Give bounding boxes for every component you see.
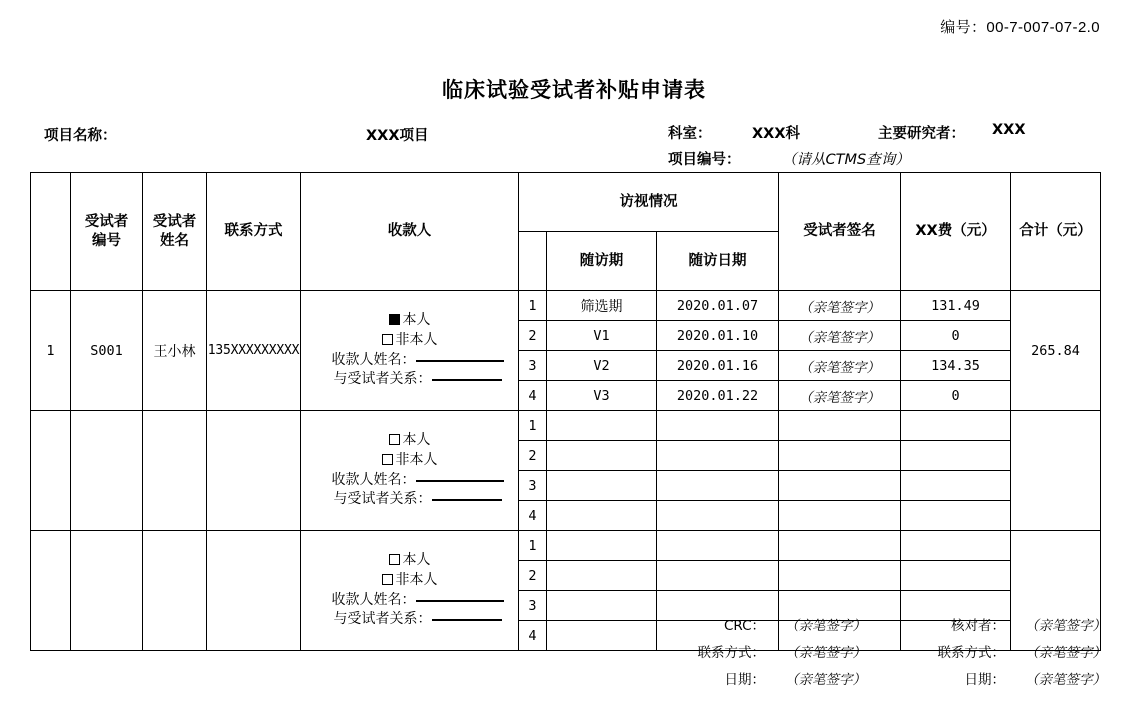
cell-subject-signature[interactable] <box>779 501 901 531</box>
cell-subject-no[interactable]: S001 <box>71 291 143 411</box>
crc-date-label: 日期： <box>724 672 765 688</box>
cell-visit-date[interactable]: 2020.01.10 <box>657 321 779 351</box>
table-row <box>31 411 1101 441</box>
cell-visit-date[interactable]: 2020.01.16 <box>657 351 779 381</box>
header-subject-name-line2: 姓名 <box>160 232 189 249</box>
cell-total <box>1011 411 1101 531</box>
cell-visit-period[interactable]: 筛选期 <box>547 291 657 321</box>
cell-visit-no: 4 <box>519 501 547 531</box>
input-payee-name[interactable] <box>416 480 504 482</box>
cell-visit-period[interactable] <box>547 411 657 441</box>
checkbox-payee-other[interactable] <box>382 454 393 465</box>
table-body <box>31 291 1101 651</box>
checkbox-payee-other[interactable] <box>382 574 393 585</box>
page-title: 临床试验受试者补贴申请表 <box>442 78 706 102</box>
cell-fee[interactable] <box>901 471 1011 501</box>
cell-subject-signature[interactable] <box>779 531 901 561</box>
cell-subject-name[interactable] <box>143 411 207 531</box>
header-subject-name <box>143 173 207 291</box>
project-code-label: 项目编号： <box>668 152 741 168</box>
label-payee-relation: 与受试者关系： <box>333 491 432 508</box>
cell-fee[interactable] <box>901 561 1011 591</box>
cell-subject-signature[interactable] <box>779 411 901 441</box>
header-subject-name-line1: 受试者 <box>152 214 197 231</box>
cell-visit-no: 2 <box>519 561 547 591</box>
label-payee-name: 收款人姓名： <box>331 591 416 608</box>
cell-visit-period[interactable] <box>547 591 657 621</box>
crc-label: CRC： <box>723 618 765 634</box>
cell-visit-date[interactable]: 2020.01.22 <box>657 381 779 411</box>
document-number: 编号：00-7-007-07-2.0 <box>940 19 1100 36</box>
header-subject-no-line1: 受试者 <box>84 214 129 231</box>
signature-footer <box>645 612 1145 702</box>
cell-row-index <box>31 531 71 651</box>
cell-total: 265.84 <box>1011 291 1101 411</box>
checker-date-value[interactable]: （亲笔签字） <box>1025 672 1106 688</box>
cell-payee <box>301 291 519 411</box>
department-label: 科室： <box>668 126 712 142</box>
header-index <box>31 173 71 291</box>
cell-row-index <box>31 411 71 531</box>
cell-subject-name[interactable]: 王小林 <box>143 291 207 411</box>
label-payee-name: 收款人姓名： <box>331 351 416 368</box>
header-total: 合计（元） <box>1011 173 1101 291</box>
cell-row-index: 1 <box>31 291 71 411</box>
header-visit-group: 访视情况 <box>519 173 779 232</box>
table-row <box>31 291 1101 321</box>
cell-visit-date[interactable] <box>657 561 779 591</box>
cell-fee[interactable]: 0 <box>901 381 1011 411</box>
header-subject-no <box>71 173 143 291</box>
cell-subject-signature[interactable] <box>779 471 901 501</box>
cell-contact[interactable] <box>207 531 301 651</box>
cell-visit-date[interactable] <box>657 531 779 561</box>
cell-subject-signature[interactable]: （亲笔签字） <box>779 351 901 381</box>
header-contact: 联系方式 <box>207 173 301 291</box>
table-head <box>31 173 1101 291</box>
input-payee-name[interactable] <box>416 600 504 602</box>
checker-contact-value[interactable]: （亲笔签字） <box>1025 645 1106 661</box>
cell-payee <box>301 531 519 651</box>
label-payee-relation: 与受试者关系： <box>333 611 432 628</box>
cell-subject-signature[interactable]: （亲笔签字） <box>779 321 901 351</box>
header-subject-signature: 受试者签名 <box>779 173 901 291</box>
cell-visit-no: 4 <box>519 621 547 651</box>
input-payee-relation[interactable] <box>432 499 502 501</box>
input-payee-relation[interactable] <box>432 379 502 381</box>
header-visit-period: 随访期 <box>547 232 657 291</box>
cell-visit-no: 2 <box>519 321 547 351</box>
cell-fee[interactable]: 0 <box>901 321 1011 351</box>
cell-contact[interactable]: 135XXXXXXXXX <box>207 291 301 411</box>
cell-payee <box>301 411 519 531</box>
cell-subject-name[interactable] <box>143 531 207 651</box>
cell-fee[interactable]: 134.35 <box>901 351 1011 381</box>
cell-visit-no: 3 <box>519 591 547 621</box>
checker-value[interactable]: （亲笔签字） <box>1025 618 1106 634</box>
label-payee-self: 本人 <box>402 551 431 568</box>
label-payee-self: 本人 <box>402 431 431 448</box>
label-payee-self: 本人 <box>402 311 431 328</box>
checkbox-payee-self[interactable] <box>389 554 400 565</box>
cell-visit-date[interactable]: 2020.01.07 <box>657 291 779 321</box>
crc-contact-value[interactable]: （亲笔签字） <box>785 645 866 661</box>
cell-visit-no: 1 <box>519 291 547 321</box>
cell-visit-date[interactable] <box>657 471 779 501</box>
cell-contact[interactable] <box>207 411 301 531</box>
header-visit-no <box>519 232 547 291</box>
table-row <box>31 531 1101 561</box>
header-meta <box>30 122 1120 172</box>
checker-contact-label: 联系方式： <box>937 645 1005 661</box>
cell-visit-period[interactable] <box>547 621 657 651</box>
cell-fee[interactable] <box>901 411 1011 441</box>
cell-visit-no: 1 <box>519 531 547 561</box>
principal-investigator-value: XXX <box>992 122 1026 138</box>
cell-visit-no: 1 <box>519 411 547 441</box>
label-payee-relation: 与受试者关系： <box>333 371 432 388</box>
header-visit-date: 随访日期 <box>657 232 779 291</box>
cell-visit-period[interactable] <box>547 471 657 501</box>
label-payee-other: 非本人 <box>395 451 438 468</box>
cell-visit-period[interactable] <box>547 561 657 591</box>
cell-visit-period[interactable] <box>547 531 657 561</box>
cell-subject-signature[interactable] <box>779 561 901 591</box>
cell-fee[interactable]: 131.49 <box>901 291 1011 321</box>
crc-value[interactable]: （亲笔签字） <box>785 618 866 634</box>
cell-subject-signature[interactable] <box>779 441 901 471</box>
cell-visit-period[interactable] <box>547 441 657 471</box>
checker-date-label: 日期： <box>964 672 1005 688</box>
cell-visit-no: 2 <box>519 441 547 471</box>
principal-investigator-label: 主要研究者： <box>878 126 965 142</box>
crc-date-value[interactable]: （亲笔签字） <box>785 672 866 688</box>
cell-visit-date[interactable] <box>657 441 779 471</box>
header-payee: 收款人 <box>301 173 519 291</box>
label-payee-other: 非本人 <box>395 571 438 588</box>
checkbox-payee-self[interactable] <box>389 434 400 445</box>
cell-visit-no: 3 <box>519 471 547 501</box>
input-payee-name[interactable] <box>416 360 504 362</box>
project-name-label: 项目名称： <box>44 128 117 144</box>
checkbox-payee-self[interactable] <box>389 314 400 325</box>
cell-fee[interactable] <box>901 441 1011 471</box>
label-payee-name: 收款人姓名： <box>331 471 416 488</box>
crc-contact-label: 联系方式： <box>697 645 765 661</box>
input-payee-relation[interactable] <box>432 619 502 621</box>
cell-visit-date[interactable] <box>657 411 779 441</box>
cell-subject-signature[interactable]: （亲笔签字） <box>779 291 901 321</box>
cell-visit-no: 4 <box>519 381 547 411</box>
project-name-value: XXX项目 <box>366 128 429 144</box>
cell-visit-period[interactable]: V1 <box>547 321 657 351</box>
cell-visit-date[interactable] <box>657 501 779 531</box>
cell-visit-period[interactable] <box>547 501 657 531</box>
header-subject-no-line2: 编号 <box>92 232 121 249</box>
cell-subject-signature[interactable]: （亲笔签字） <box>779 381 901 411</box>
cell-visit-period[interactable]: V2 <box>547 351 657 381</box>
cell-subject-no[interactable] <box>71 531 143 651</box>
cell-visit-no: 3 <box>519 351 547 381</box>
subsidy-table <box>30 172 1101 651</box>
cell-fee[interactable] <box>901 501 1011 531</box>
checker-label: 核对者： <box>951 618 1005 634</box>
cell-subject-no[interactable] <box>71 411 143 531</box>
department-value: XXX科 <box>752 126 801 142</box>
header-fee: XX费（元） <box>901 173 1011 291</box>
label-payee-other: 非本人 <box>395 331 438 348</box>
project-code-value: （请从CTMS查询） <box>782 152 910 168</box>
checkbox-payee-other[interactable] <box>382 334 393 345</box>
cell-fee[interactable] <box>901 531 1011 561</box>
cell-visit-period[interactable]: V3 <box>547 381 657 411</box>
table-header-row-1 <box>31 173 1101 232</box>
